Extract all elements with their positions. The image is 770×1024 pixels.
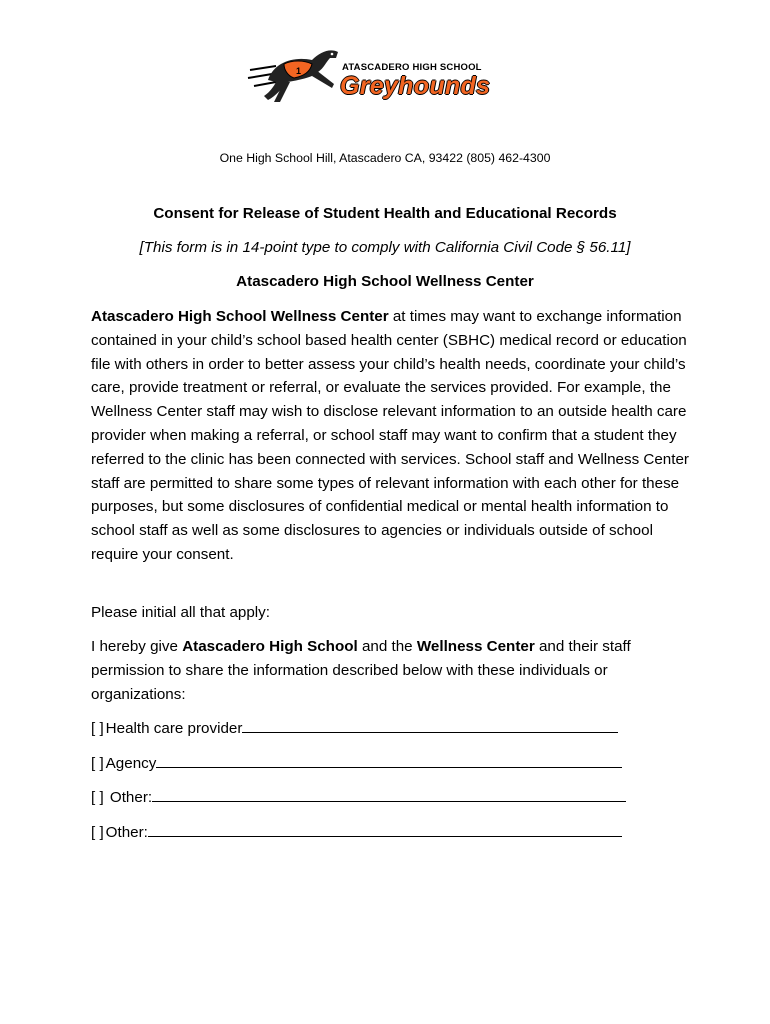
fill-in-line[interactable] xyxy=(242,718,618,733)
logo-mascot-name: Greyhounds xyxy=(340,72,491,100)
wellness-center-heading: Atascadero High School Wellness Center xyxy=(236,273,534,290)
checklist-label: Other: xyxy=(105,824,148,841)
permission-paragraph xyxy=(91,635,691,706)
checklist-item-health-care-provider xyxy=(91,718,618,737)
permission-text-2: and the xyxy=(357,638,417,655)
initial-box[interactable]: [ ] xyxy=(91,789,104,806)
initial-box[interactable]: [ ] xyxy=(91,824,104,841)
school-address: One High School Hill, Atascadero CA, 93422 (805) 462-4300 xyxy=(219,151,551,165)
initial-box[interactable]: [ ] xyxy=(91,720,104,737)
svg-text:1: 1 xyxy=(296,66,302,76)
checklist-item-other-2 xyxy=(91,822,622,841)
greyhound-mascot-icon xyxy=(246,40,341,106)
checklist-label: Agency xyxy=(105,755,157,772)
permission-text-1: I hereby give xyxy=(91,638,183,655)
permission-bold-school: Atascadero High School xyxy=(182,638,358,655)
wellness-center-bold-lead: Atascadero High School Wellness Center xyxy=(91,308,389,325)
logo-school-name: ATASCADERO HIGH SCHOOL xyxy=(342,62,482,73)
explanation-text: at times may want to exchange information contained in your child’s school based health center (SBHC) medical record or education file with others in order to better assess your child’s health needs, coordinate your child’s care, provide treatment or referral, or evaluate the services provided. For example, the Wellness Center staff may wish to disclose relevant information to an outside health care provider when making a referral, or school staff may want to confirm that a student they referred to the clinic has been connected with services. School staff and Wellness Center staff are permitted to share some types of relevant information with each other for these purposes, but some disclosures of confidential medical or mental health information to school staff as well as some disclosures to agencies or individuals outside of school require your consent. xyxy=(91,308,689,563)
checklist-label: Health care provider xyxy=(105,720,243,737)
form-title: Consent for Release of Student Health and Educational Records xyxy=(153,205,617,222)
school-logo xyxy=(246,40,496,106)
fill-in-line[interactable] xyxy=(152,787,626,802)
form-subtitle: [This form is in 14-point type to comply with California Civil Code § 56.11] xyxy=(139,239,631,256)
checklist-item-agency xyxy=(91,753,622,772)
checklist-item-other-1 xyxy=(91,787,626,806)
fill-in-line[interactable] xyxy=(156,753,622,768)
consent-explanation-paragraph xyxy=(91,305,691,567)
permission-bold-center: Wellness Center xyxy=(416,638,535,655)
checklist-label: Other: xyxy=(105,789,153,806)
initial-box[interactable]: [ ] xyxy=(91,755,104,772)
initial-instruction: Please initial all that apply: xyxy=(91,604,270,621)
permission-text-3: and their staff permission to share the information described below with these individuals or organizations: xyxy=(91,638,631,703)
fill-in-line[interactable] xyxy=(148,822,622,837)
